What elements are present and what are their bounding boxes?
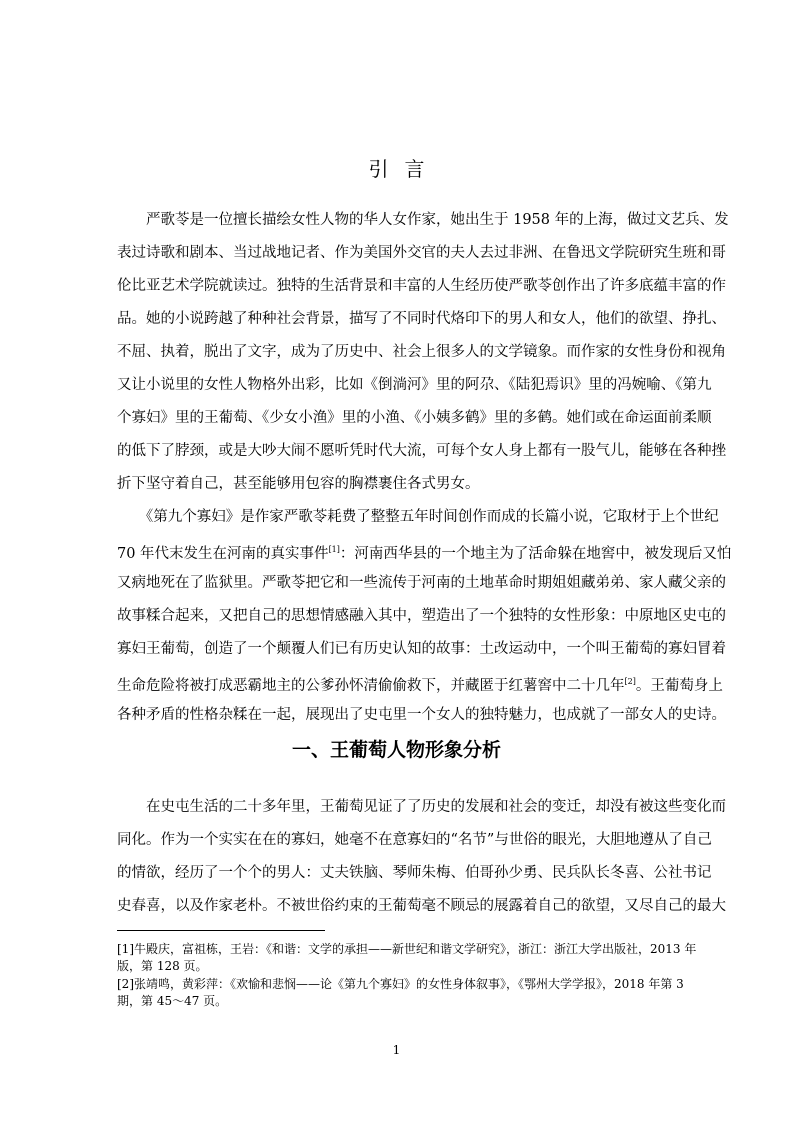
page-number: 1 — [392, 1043, 401, 1057]
paragraph-line: 在史屯生活的二十多年里，王葡萄见证了了历史的发展和社会的变迁，却没有被这些变化而 — [117, 799, 726, 815]
paragraph-text: 。王葡萄身上 — [635, 678, 723, 694]
paragraph-line: 表过诗歌和剧本、当过战地记者、作为美国外交官的夫人去过非洲、在鲁迅文学院研究生班和哥 — [117, 245, 726, 261]
paragraph-line: 各种矛盾的性格杂糅在一起，展现出了史屯里一个女人的独特魅力，也成就了一部女人的史诗。 — [117, 707, 726, 723]
paragraph-line: 的情欲，经历了一个个的男人：丈夫铁脑、琴师朱梅、伯哥孙少勇、民兵队长冬喜、公社书记 — [117, 865, 712, 881]
paragraph-text: 70 年代末发生在河南的真实事件 — [117, 546, 329, 562]
paragraph-line: 又让小说里的女性人物格外出彩，比如《倒淌河》里的阿尕、《陆犯焉识》里的冯婉喻、《第九 — [117, 377, 712, 393]
section-heading-analysis: 一、王葡萄人物形象分析 — [291, 739, 501, 761]
section-heading-introduction: 引言 — [368, 157, 441, 181]
footnote-separator — [117, 930, 325, 931]
footnote-2-cont: 期，第 45～47 页。 — [117, 994, 228, 1008]
paragraph-line: 折下坚守着自己，甚至能够用包容的胸襟裹住各式男女。 — [117, 476, 480, 492]
footnote-1-cont: 版，第 128 页。 — [117, 959, 208, 973]
citation-ref-1[interactable]: [1] — [328, 545, 340, 554]
paragraph-line: 《第九个寡妇》是作家严歌苓耗费了整整五年时间创作而成的长篇小说，它取材于上个世纪 — [117, 509, 719, 525]
paragraph-text: ：河南西华县的一个地主为了活命躲在地窖中，被发现后又怕 — [339, 546, 732, 562]
paragraph-text: 生命危险将被打成恶霸地主的公爹孙怀清偷偷救下，并藏匿于红薯窖中二十几年 — [117, 678, 625, 694]
citation-ref-2[interactable]: [2] — [624, 677, 636, 686]
paragraph-line — [117, 540, 732, 564]
footnote-2: [2]张靖鸣，黄彩萍：《欢愉和悲悯——论《第九个寡妇》的女性身体叙事》，《鄂州大学学报》，2018 年第 3 — [117, 977, 684, 991]
paragraph-line: 伦比亚艺术学院就读过。独特的生活背景和丰富的人生经历使严歌苓创作出了许多底蕴丰富的作 — [117, 278, 726, 294]
paragraph-line: 又病地死在了监狱里。严歌苓把它和一些流传于河南的土地革命时期姐姐藏弟弟、家人藏父亲的 — [117, 575, 726, 591]
paragraph-line: 同化。作为一个实实在在的寡妇，她毫不在意寡妇的“名节”与世俗的眼光，大胆地遵从了自己 — [117, 832, 712, 848]
paragraph-line — [117, 672, 723, 696]
paragraph-line: 品。她的小说跨越了种种社会背景，描写了不同时代烙印下的男人和女人，他们的欲望、挣扎、 — [117, 311, 726, 327]
paragraph-line: 史春喜，以及作家老朴。不被世俗约束的王葡萄毫不顾忌的展露着自己的欲望，又尽自己的最大 — [117, 898, 726, 914]
paragraph-line: 不屈、执着，脱出了文字，成为了历史中、社会上很多人的文学镜象。而作家的女性身份和视角 — [117, 344, 726, 360]
paragraph-line: 故事糅合起来，又把自己的思想情感融入其中，塑造出了一个独特的女性形象：中原地区史屯的 — [117, 608, 726, 624]
paragraph-line: 个寡妇》里的王葡萄、《少女小渔》里的小渔、《小姨多鹤》里的多鹤。她们或在命运面前柔顺 — [117, 410, 712, 426]
footnote-1: [1]牛殿庆，富祖栋，王岩：《和谐：文学的承担——新世纪和谐文学研究》，浙江：浙江大学出版社，2013 年 — [117, 942, 697, 956]
paragraph-line: 的低下了脖颈，或是大吵大闹不愿听凭时代大流，可每个女人身上都有一股气儿，能够在各种挫 — [117, 443, 726, 459]
paragraph-line: 严歌苓是一位擅长描绘女性人物的华人女作家，她出生于 1958 年的上海，做过文艺兵、发 — [117, 212, 729, 228]
paragraph-line: 寡妇王葡萄，创造了一个颠覆人们已有历史认知的故事：土改运动中，一个叫王葡萄的寡妇冒着 — [117, 641, 726, 657]
